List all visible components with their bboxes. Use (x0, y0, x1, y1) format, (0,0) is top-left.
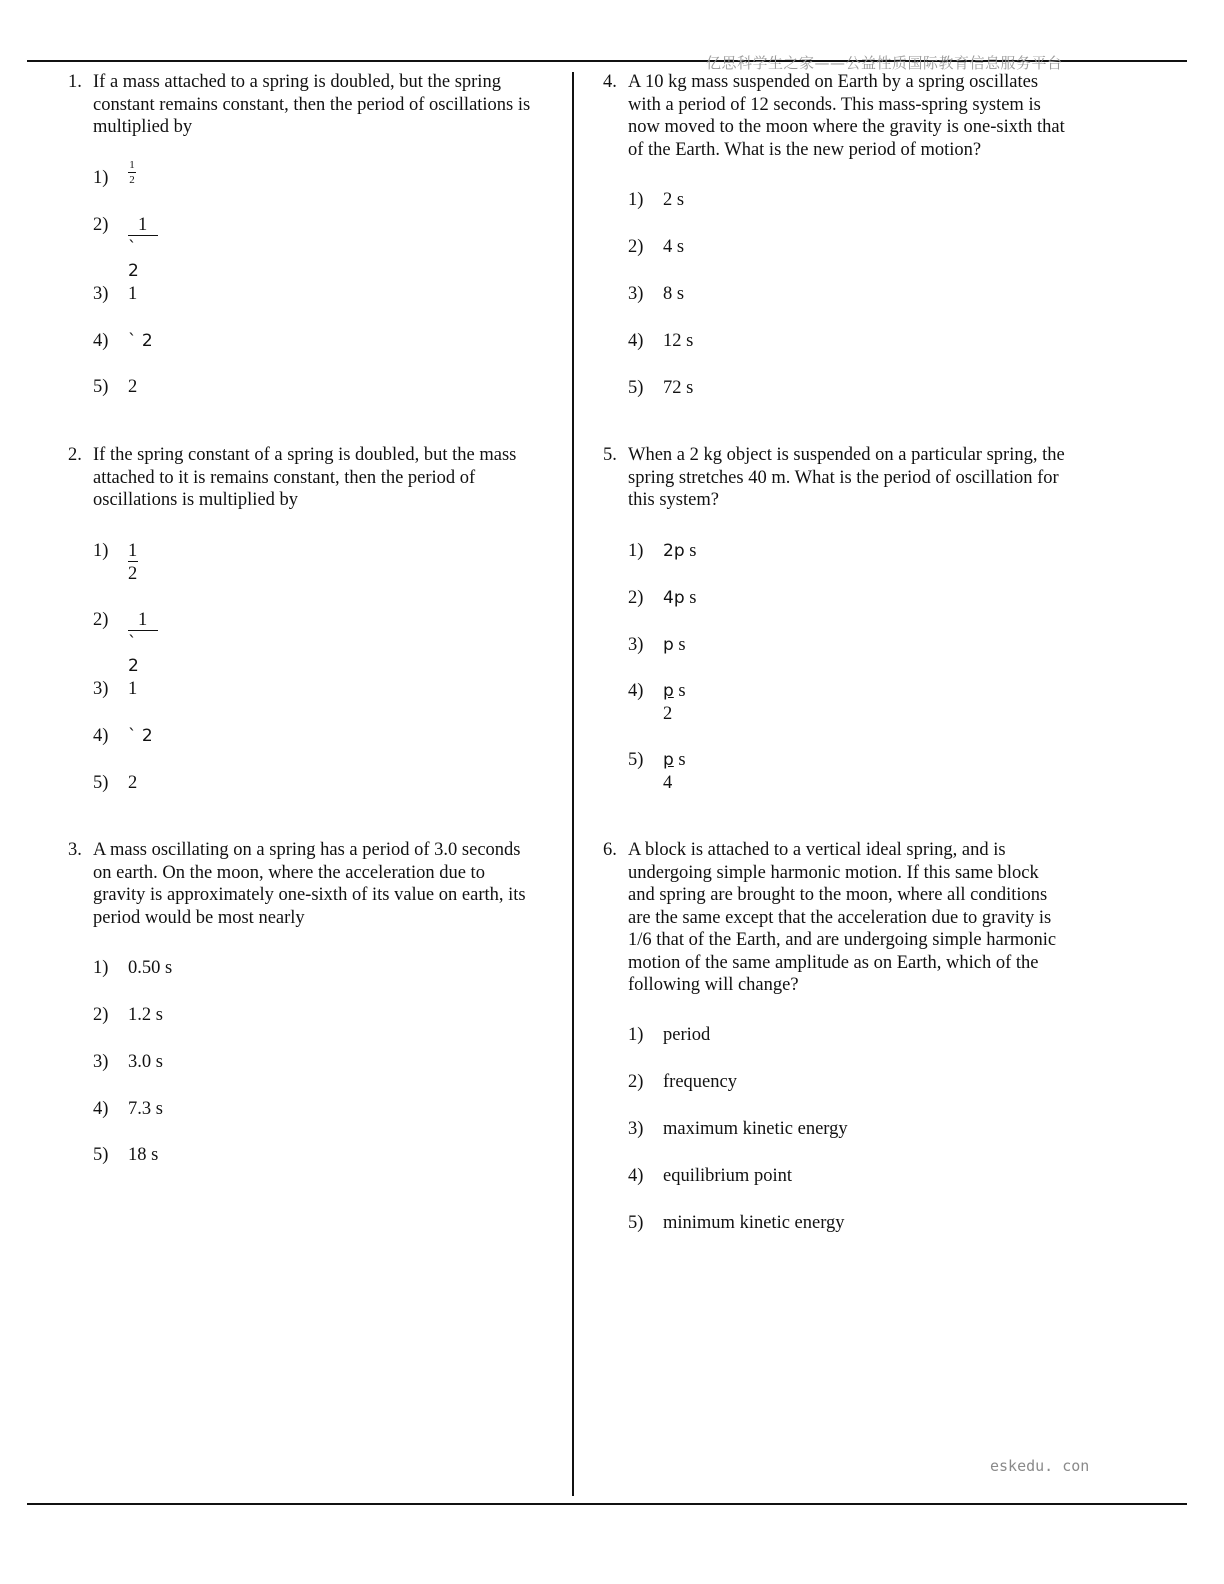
choice-value: 12 s (663, 331, 694, 351)
question-line: A block is attached to a vertical ideal spring, and is (628, 840, 1006, 860)
pi-symbol: 2p (663, 541, 685, 561)
question-text (628, 71, 1065, 161)
choice-label: 5) (93, 773, 109, 793)
fraction-denominator: 2 (663, 704, 673, 724)
question-number: 6. (603, 840, 617, 860)
choice-label: 5) (628, 750, 644, 770)
choice-label: 4) (628, 1166, 644, 1186)
choice-value: 2 (128, 773, 138, 793)
choice-label: 5) (93, 377, 109, 397)
question-line: multiplied by (93, 117, 193, 137)
fraction-bar (128, 235, 158, 236)
question-line: on earth. On the moon, where the acceleration due to (93, 862, 485, 883)
fraction-bar (128, 561, 138, 562)
choice-label: 1) (93, 541, 109, 561)
choice-label: 3) (628, 1119, 644, 1139)
question-line: motion of the same amplitude as on Earth, which of the (628, 952, 1039, 973)
fraction-denominator: ` 2 (128, 633, 139, 676)
unit: s (678, 681, 686, 701)
question-line: undergoing simple harmonic motion. If this same block (628, 862, 1039, 883)
pi-symbol: p (663, 750, 674, 770)
question-line: and spring are brought to the moon, where all conditions (628, 885, 1048, 905)
question-line: are the same except that the acceleration due to gravity is (628, 907, 1052, 928)
choice-value: 3.0 s (128, 1052, 163, 1072)
pi-symbol: 4p (663, 588, 685, 608)
choice-value: 72 s (663, 378, 694, 398)
question-line: gravity is approximately one-sixth of its value on earth, its (93, 885, 526, 905)
question-number: 2. (68, 445, 82, 465)
question-number: 3. (68, 840, 82, 860)
question-text (628, 839, 1056, 997)
choice-label: 2) (628, 1072, 644, 1092)
question-line: period would be most nearly (93, 907, 305, 928)
fraction-denominator: 2 (128, 564, 138, 584)
choice-label: 2) (93, 215, 109, 235)
choice-label: 5) (628, 1213, 644, 1233)
choice-label: 4) (93, 726, 109, 746)
choice-value: 2 s (663, 190, 685, 210)
fraction-numerator: 1 (138, 215, 148, 235)
watermark: 亿思科学生之家——公益性质国际教育信息服务平台 (706, 54, 1063, 72)
choice-label: 4) (628, 681, 644, 701)
choice-label: 1) (93, 958, 109, 978)
question-text (93, 839, 526, 929)
choice-value: 7.3 s (128, 1099, 163, 1119)
question-line: oscillations is multiplied by (93, 490, 299, 510)
question-line: constant remains constant, then the period of oscillations is (93, 94, 531, 115)
pi-symbol: p (663, 635, 674, 655)
question-line: of the Earth. What is the new period of motion? (628, 139, 982, 160)
question-line: A mass oscillating on a spring has a period of 3.0 seconds (93, 840, 521, 860)
choice-label: 2) (93, 1005, 109, 1025)
question-text (93, 71, 530, 139)
choice-label: 3) (628, 635, 644, 655)
question-line: attached to it is remains constant, then the period of (93, 467, 476, 488)
choice-label: 3) (93, 284, 109, 304)
question-line: A 10 kg mass suspended on Earth by a spring oscillates (628, 72, 1039, 92)
question-text (93, 444, 516, 512)
fraction-numerator: 1 (138, 610, 148, 630)
question-line: When a 2 kg object is suspended on a particular spring, the (628, 445, 1065, 465)
fraction-denominator: 4 (663, 773, 673, 793)
footer-site: eskedu. con (990, 1457, 1090, 1475)
fraction-numerator: 1 (129, 159, 135, 171)
question-number: 5. (603, 445, 617, 465)
pi-symbol: p (663, 681, 674, 701)
question-number: 4. (603, 72, 617, 92)
choice-value: 1.2 s (128, 1005, 163, 1025)
choice-value: ` 2 (128, 331, 153, 351)
question-line: this system? (628, 490, 719, 510)
choice-label: 2) (628, 588, 644, 608)
question-line: If the spring constant of a spring is doubled, but the mass (93, 445, 517, 465)
choice-value: frequency (663, 1072, 737, 1092)
question-line: 1/6 that of the Earth, and are undergoing simple harmonic (628, 930, 1057, 950)
unit: s (678, 750, 686, 770)
fraction-denominator: ` 2 (128, 238, 139, 281)
unit: s (678, 635, 686, 655)
choice-label: 1) (628, 1025, 644, 1045)
choice-label: 3) (628, 284, 644, 304)
choice-label: 3) (93, 1052, 109, 1072)
choice-value: 1 (128, 679, 138, 699)
fraction (128, 159, 136, 186)
choice-value: minimum kinetic energy (663, 1213, 845, 1233)
question-line: following will change? (628, 975, 799, 995)
choice-label: 2) (628, 237, 644, 257)
fraction-bar (128, 172, 136, 173)
choice-label: 5) (93, 1145, 109, 1165)
question-text (628, 444, 1065, 512)
column-divider (572, 72, 574, 1496)
choice-value: 1 (128, 284, 138, 304)
bottom-rule (27, 1503, 1187, 1505)
choice-label: 4) (93, 1099, 109, 1119)
fraction-bar (128, 630, 158, 631)
question-line: spring stretches 40 m. What is the period of oscillation for (628, 467, 1059, 488)
choice-label: 2) (93, 610, 109, 630)
choice-label: 1) (93, 168, 109, 188)
choice-label: 4) (93, 331, 109, 351)
choice-value: maximum kinetic energy (663, 1119, 848, 1139)
unit: s (689, 541, 697, 561)
question-number: 1. (68, 72, 82, 92)
choice-value: 2 (128, 377, 138, 397)
unit: s (689, 588, 697, 608)
choice-label: 1) (628, 541, 644, 561)
choice-label: 4) (628, 331, 644, 351)
choice-value: 4 s (663, 237, 685, 257)
choice-label: 1) (628, 190, 644, 210)
choice-value: 18 s (128, 1145, 159, 1165)
choice-value: equilibrium point (663, 1166, 792, 1186)
choice-value: 8 s (663, 284, 685, 304)
choice-label: 5) (628, 378, 644, 398)
choice-label: 3) (93, 679, 109, 699)
choice-value: 0.50 s (128, 958, 173, 978)
fraction-numerator: 1 (128, 541, 138, 561)
question-line: with a period of 12 seconds. This mass-spring system is (628, 94, 1041, 115)
question-line: If a mass attached to a spring is doubled, but the spring (93, 72, 501, 92)
fraction-denominator: 2 (129, 174, 135, 186)
choice-value: period (663, 1025, 711, 1045)
question-line: now moved to the moon where the gravity is one-sixth that (628, 117, 1065, 137)
choice-value: ` 2 (128, 726, 153, 746)
